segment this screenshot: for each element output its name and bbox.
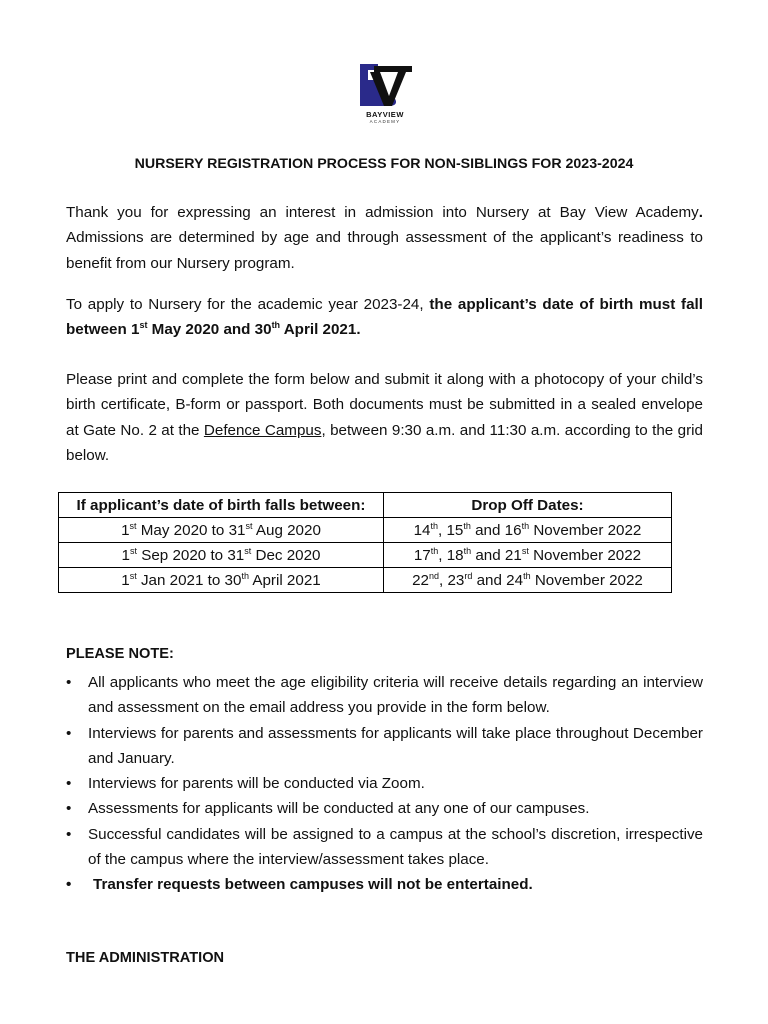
dob-range-cell: 1st Sep 2020 to 31st Dec 2020 bbox=[59, 543, 384, 568]
please-note-heading: PLEASE NOTE: bbox=[66, 646, 174, 662]
notes-list bbox=[66, 670, 703, 898]
list-item: • Transfer requests between campuses will not be entertained. bbox=[66, 872, 703, 897]
dob-range-cell: 1st Jan 2021 to 30th April 2021 bbox=[59, 568, 384, 593]
drop-off-dates-cell: 17th, 18th and 21st November 2022 bbox=[384, 543, 672, 568]
list-item: • Interviews for parents and assessments for applicants will take place throughout December and January. bbox=[66, 721, 703, 772]
instructions-text-b: , between 9:30 a.m. and 11:30 a.m. according to the grid below. bbox=[66, 421, 703, 464]
bullet-icon: • bbox=[66, 800, 72, 818]
defence-campus-link: Defence Campus bbox=[203, 421, 322, 439]
table-row bbox=[59, 518, 672, 543]
list-item: • Interviews for parents will be conducted via Zoom. bbox=[66, 771, 703, 796]
dob-range-cell: 1st May 2020 to 31st Aug 2020 bbox=[59, 518, 384, 543]
logo-wordmark: BAYVIEW bbox=[366, 110, 404, 119]
bullet-icon: • bbox=[66, 825, 72, 843]
bv-monogram-icon bbox=[354, 60, 416, 110]
bullet-icon: • bbox=[66, 876, 72, 894]
grid-header-dob: If applicant’s date of birth falls between: bbox=[59, 493, 384, 518]
list-item: • Successful candidates will be assigned to a campus at the school’s discretion, irrespective of the campus where the interview/assessment takes place. bbox=[66, 822, 703, 873]
drop-off-grid bbox=[58, 492, 672, 593]
bayview-academy-logo bbox=[354, 60, 416, 128]
intro-paragraph bbox=[66, 200, 703, 276]
intro-text-a: Thank you for expressing an interest in admission into Nursery at Bay View Academy bbox=[66, 204, 699, 221]
table-row bbox=[59, 568, 672, 593]
intro-text-period: . bbox=[698, 204, 703, 221]
eligibility-paragraph bbox=[66, 292, 703, 343]
bullet-icon: • bbox=[66, 674, 72, 691]
logo-subtitle: ACADEMY bbox=[369, 119, 401, 124]
bullet-icon: • bbox=[66, 775, 72, 793]
list-item: • All applicants who meet the age eligibility criteria will receive details regarding an interview and assessment on the email address you provide in the form below. bbox=[66, 670, 703, 721]
page-title: NURSERY REGISTRATION PROCESS FOR NON-SIBLINGS FOR 2023-2024 bbox=[134, 156, 634, 172]
table-row bbox=[59, 543, 672, 568]
signature: THE ADMINISTRATION bbox=[66, 950, 225, 966]
drop-off-dates-cell: 22nd, 23rd and 24th November 2022 bbox=[384, 568, 672, 593]
eligibility-lead: To apply to Nursery for the academic year 2023-24, bbox=[66, 296, 430, 313]
drop-off-dates-cell: 14th, 15th and 16th November 2022 bbox=[384, 518, 672, 543]
intro-text-b: Admissions are determined by age and through assessment of the applicant’s readiness to benefit from our Nursery program. bbox=[66, 229, 703, 272]
eligibility-bold: the applicant’s date of birth must fall between 1st May 2020 and 30th April 2021. bbox=[66, 296, 703, 339]
grid-header-dates: Drop Off Dates: bbox=[384, 493, 672, 518]
instructions-text-a: Please print and complete the form below and submit it along with a photocopy of your child’s birth certificate, B-form or passport. Both documents must be submitted in a sealed envelope at Gate No. 2 at the bbox=[66, 371, 703, 439]
instructions-paragraph bbox=[66, 367, 703, 468]
list-item: • Assessments for applicants will be conducted at any one of our campuses. bbox=[66, 796, 703, 821]
bullet-icon: • bbox=[66, 724, 72, 742]
grid-header-row bbox=[59, 493, 672, 518]
